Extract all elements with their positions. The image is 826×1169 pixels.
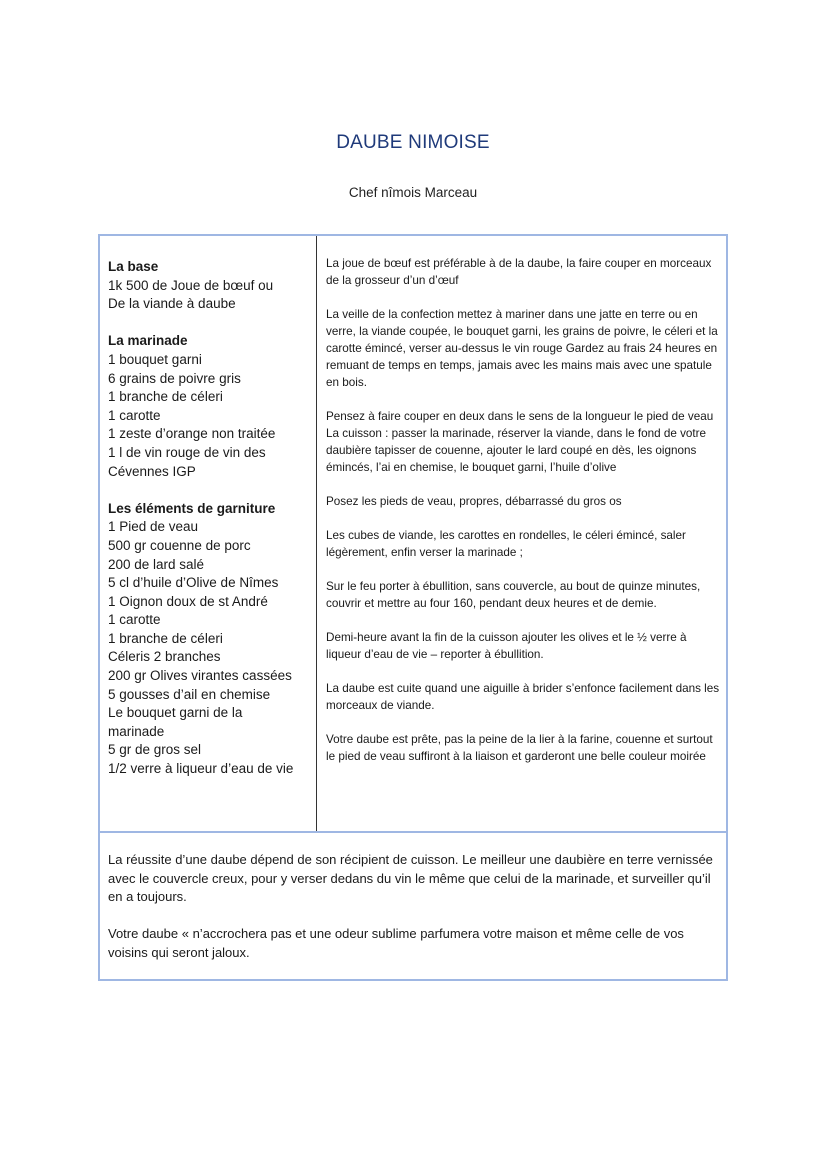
ingredient-list-garniture <box>108 518 313 778</box>
ingredient-item: 1 branche de céleri <box>108 389 223 405</box>
instruction-paragraph: La cuisson : passer la marinade, réserver la viande, dans le fond de votre daubière tapisser de couenne, ajouter le lard coupé en dès, les oignons émincés, l’ai en chemise, le bouquet garni, l’huile d’olive <box>326 427 707 474</box>
ingredient-item: 500 gr couenne de porc <box>108 537 251 553</box>
ingredient-item: 5 cl d’huile d’Olive de Nîmes <box>108 575 279 591</box>
ingredient-item: Le bouquet garni de la <box>108 705 243 721</box>
section-heading-base: La base <box>108 259 159 274</box>
ingredient-item: 1 branche de céleri <box>108 630 223 646</box>
ingredient-item: Céleris 2 branches <box>108 649 221 665</box>
instruction-paragraph: Les cubes de viande, les carottes en rondelles, le céleri émincé, saler légèrement, enfin verser la marinade ; <box>326 529 686 559</box>
instruction-paragraph: Demi-heure avant la fin de la cuisson ajouter les olives et le ½ verre à liqueur d’eau de vie – reporter à ébullition. <box>326 631 687 661</box>
ingredient-item: 1 zeste d’orange non traitée <box>108 426 276 442</box>
ingredient-item: Cévennes IGP <box>108 463 196 479</box>
ingredient-list-marinade <box>108 351 313 481</box>
ingredient-item: 5 gousses d’ail en chemise <box>108 686 271 702</box>
ingredient-item: 5 gr de gros sel <box>108 742 202 758</box>
section-heading-garniture: Les éléments de garniture <box>108 500 276 516</box>
instruction-paragraph: Sur le feu porter à ébullition, sans couvercle, au bout de quinze minutes, couvrir et mettre au four 160, pendant deux heures et de demie. <box>326 580 701 610</box>
note-paragraph: Votre daube « n’accrochera pas et une odeur sublime parfumera votre maison et même celle de vos voisins qui seront jaloux. <box>108 926 684 960</box>
note-paragraph: La réussite d’une daube dépend de son récipient de cuisson. Le meilleur une daubière en terre vernissée avec le couvercle creux, pour y verser dedans du vin le même que celui de la marinade, et surveiller qu’il en a toujours. <box>108 852 713 904</box>
ingredients-column <box>108 258 313 779</box>
ingredient-item: 1 l de vin rouge de vin des <box>108 444 266 460</box>
instruction-paragraph: La daube est cuite quand une aiguille à brider s’enfonce facilement dans les morceaux de viande. <box>326 682 720 712</box>
instruction-paragraph: Votre daube est prête, pas la peine de la lier à la farine, couenne et surtout le pied de veau suffiront à la liaison et garderont une belle couleur moirée <box>326 733 713 763</box>
notes-row <box>100 833 726 981</box>
ingredient-item: 1 bouquet garni <box>108 351 202 367</box>
instruction-paragraph: Posez les pieds de veau, propres, débarrassé du gros os <box>326 495 622 508</box>
ingredient-item: 1 Oignon doux de st André <box>108 593 268 609</box>
recipe-author: Chef nîmois Marceau <box>348 185 478 200</box>
instructions-column <box>326 255 722 782</box>
ingredient-item: 1k 500 de Joue de bœuf ou <box>108 277 274 293</box>
ingredient-item: De la viande à daube <box>108 296 236 312</box>
column-divider <box>316 236 317 831</box>
instruction-paragraph: La joue de bœuf est préférable à de la daube, la faire couper en morceaux de la grosseur d’un d’œuf <box>326 257 712 287</box>
ingredient-item: marinade <box>108 723 165 739</box>
ingredient-item: 200 de lard salé <box>108 556 205 572</box>
ingredient-item: 1 Pied de veau <box>108 519 199 535</box>
ingredient-item: 1/2 verre à liqueur d’eau de vie <box>108 761 294 777</box>
ingredient-item: 1 carotte <box>108 407 161 423</box>
ingredient-item: 200 gr Olives virantes cassées <box>108 668 292 684</box>
recipe-title: DAUBE NIMOISE <box>336 132 490 153</box>
ingredient-item: 6 grains de poivre gris <box>108 370 241 386</box>
section-heading-marinade: La marinade <box>108 333 188 349</box>
ingredient-item: 1 carotte <box>108 612 161 628</box>
recipe-table <box>98 234 728 981</box>
recipe-main-row <box>100 236 726 833</box>
ingredient-list-base <box>108 277 313 314</box>
instruction-paragraph: Pensez à faire couper en deux dans le sens de la longueur le pied de veau <box>326 410 714 423</box>
instruction-paragraph: La veille de la confection mettez à mariner dans une jatte en terre ou en verre, la viande coupée, le bouquet garni, les grains de poivre, le céleri et la carotte émincé, verser au-dessus le vin rouge Gardez au frais 24 heures en remuant de temps en temps, jamais avec les mains mais avec une spatule en bois. <box>326 308 718 389</box>
